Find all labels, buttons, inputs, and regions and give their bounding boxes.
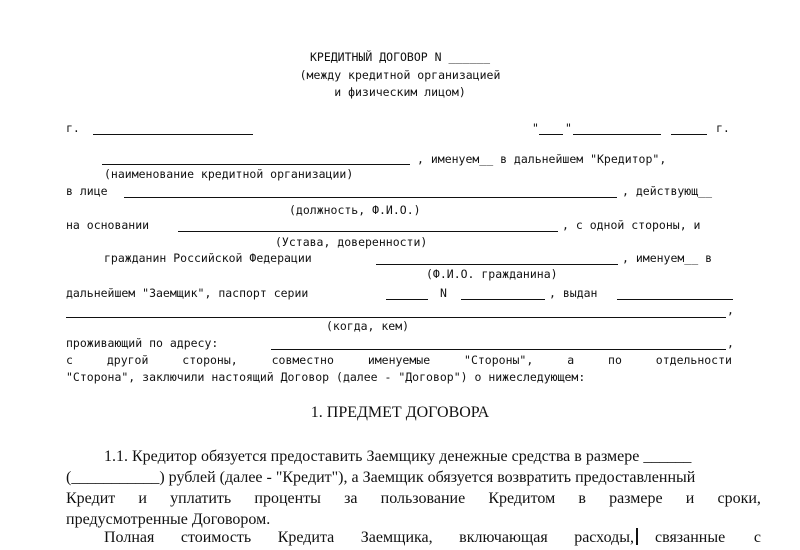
hint-citizen-name: (Ф.И.О. гражданина) <box>426 267 558 281</box>
word: "Стороны", <box>464 353 534 367</box>
hint-organization-name: (наименование кредитной организации) <box>104 167 354 181</box>
creditor-named-text: , именуем__ в дальнейшем "Кредитор", <box>417 152 667 166</box>
address-comma: , <box>727 336 734 350</box>
borrower-passport-text: дальнейшем "Заемщик", паспорт серии <box>66 286 309 300</box>
paragraph-cost-left <box>104 530 634 546</box>
word: проценты <box>254 490 321 507</box>
word: Кредитом <box>488 490 556 507</box>
date-quote-open: " <box>532 121 539 135</box>
one-side-text: , с одной стороны, и <box>562 218 701 232</box>
issued-text: , выдан <box>549 286 598 300</box>
word: именуемые <box>367 353 431 367</box>
hint-basis: (Устава, доверенности) <box>275 235 428 249</box>
creditor-name-blank <box>102 164 410 165</box>
word: Заемщика, <box>360 529 433 546</box>
word: пользование <box>380 490 466 507</box>
basis-blank <box>178 231 558 232</box>
word: и <box>685 490 695 507</box>
word: совместно <box>271 353 334 367</box>
section-heading: 1. ПРЕДМЕТ ДОГОВОРА <box>310 404 490 421</box>
issued-by-blank <box>617 299 733 300</box>
word: уплатить <box>170 490 232 507</box>
word: за <box>344 490 358 507</box>
passport-number-blank <box>461 299 545 300</box>
month-blank <box>573 134 661 135</box>
word: Кредита <box>277 529 335 546</box>
hint-position-name: (должность, Ф.И.О.) <box>289 203 421 217</box>
year-suffix: г. <box>716 121 730 135</box>
residing-label: проживающий по адресу: <box>66 336 219 350</box>
acting-text: , действующ__ <box>622 184 713 198</box>
on-basis-label: на основании <box>66 218 150 232</box>
word: с <box>753 529 761 546</box>
hint-issued-when-by: (когда, кем) <box>326 319 410 333</box>
paragraph-1-1-line2: (___________) рублей (далее - "Кредит"), а Заемщик обязуется возвратить предоставленный <box>66 469 696 486</box>
representative-blank <box>124 197 617 198</box>
address-blank <box>271 349 726 350</box>
word: стороны, <box>182 353 238 367</box>
word: и <box>138 490 147 507</box>
word: связанные <box>655 529 726 546</box>
word: с <box>66 353 73 367</box>
word: по <box>608 353 622 367</box>
issued-comma: , <box>727 303 734 317</box>
date-quote-close: " <box>565 121 572 135</box>
word: в <box>578 490 586 507</box>
word: отдельности <box>655 353 732 367</box>
party-line: "Сторона", заключили настоящий Договор (далее - "Договор") о нижеследующем: <box>66 370 586 384</box>
word: а <box>567 353 575 367</box>
city-blank <box>93 134 253 135</box>
word: расходы, <box>574 529 634 546</box>
issued-by-blank-2 <box>66 317 726 318</box>
citizen-label: гражданин Российской Федерации <box>104 251 312 265</box>
paragraph-cost-right <box>655 530 761 546</box>
paragraph-1-1-line1: 1.1. Кредитор обязуется предоставить Заемщику денежные средства в размере ______ <box>104 448 692 465</box>
in-person-label: в лице <box>66 184 108 198</box>
paragraph-1-1-line3 <box>66 491 761 507</box>
document-subtitle-line1: (между кредитной организацией <box>299 68 501 82</box>
citizen-name-blank <box>376 264 618 265</box>
word: размере <box>609 490 663 507</box>
other-side-line <box>66 355 732 367</box>
document-title: КРЕДИТНЫЙ ДОГОВОР N ______ <box>309 50 490 64</box>
city-prefix: г. <box>66 121 80 135</box>
word: Кредит <box>66 490 116 507</box>
word: другой <box>106 353 149 367</box>
word: стоимость <box>180 529 252 546</box>
year-blank <box>671 134 707 135</box>
document-subtitle-line2: и физическим лицом) <box>334 85 466 99</box>
word: Полная <box>104 529 155 546</box>
text-cursor[interactable] <box>636 528 638 545</box>
word: сроки, <box>717 490 761 507</box>
paragraph-1-1-line4: предусмотренные Договором. <box>66 511 271 528</box>
word: включающая <box>459 529 548 546</box>
citizen-named-text: , именуем__ в <box>622 251 713 265</box>
passport-series-blank <box>386 299 428 300</box>
passport-number-label: N <box>440 286 447 300</box>
day-blank <box>539 134 563 135</box>
